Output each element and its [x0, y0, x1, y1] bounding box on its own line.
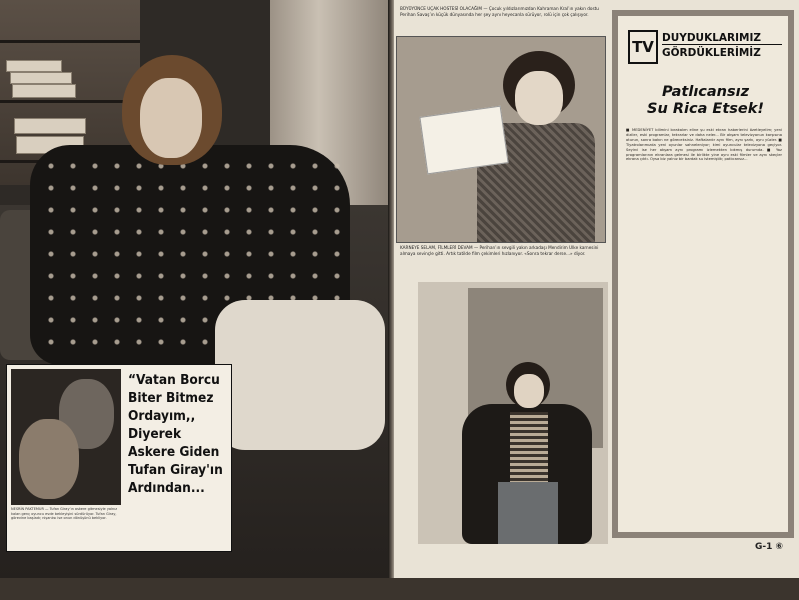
column-title-line1: DUYDUKLARIMIZ: [662, 32, 782, 45]
inset-caption: NESRİN PAKTEMUR — Tufan Giray’ın askere gitmesiyle yalnız kalan genç oyuncu evde bekleyişini sürdürüyor. Tufan Giray, görevine başladı; nişanlısı ise onun dönüşünü bekliyor.: [11, 507, 118, 521]
woman-pants: [215, 300, 385, 450]
tv-column-box: [612, 10, 794, 538]
tv-logo: TV: [628, 30, 658, 64]
page-number: G-1 ⑥: [755, 542, 784, 552]
column-body-text: ■ MEDENİYET bilimini bırakalım eline şu eski ekran haberlerini özetleyelim; yeni diziler, eski programlar, tekrarlar ve daha neler... Bir akşam televizyonun karşısına oturun, sonra bakın ne göreceksiniz. Haftalardır aynı film, aynı şarkı, aynı yüzler. ■ Tiyatrolarımızda yeni oyunlar sahneleniyor; kimi oyuncular televizyona geçiyor. Seyirci ise her akşam aynı programı izlemekten bıkmış durumda. ■ Yaz programlarının ekranlara gelmesi ile birlikte yine aynı eski filmler ve aynı skeçler ekrana çıktı. Oysa biz yalnız bir bardak su istemiştik; patlıcansız...: [626, 128, 782, 162]
inset-woman-face: [19, 419, 79, 499]
woman-face: [140, 78, 202, 158]
diploma-paper: [419, 106, 508, 175]
left-page-photo: [0, 0, 392, 578]
girl-with-diploma-photo: [396, 36, 606, 243]
column-title-line2: GÖRDÜKLERİMİZ: [662, 47, 761, 59]
column-headline-line2: Su Rica Etsek!: [647, 101, 764, 117]
inset-headline: “Vatan Borcu Biter Bitmez Ordayım,, Diyerek Askere Giden Tufan Giray'ın Ardından...: [128, 372, 223, 496]
child-jeans: [498, 482, 558, 544]
column-headline-line1: Patlıcansız: [661, 84, 750, 100]
girl-face: [515, 71, 563, 125]
child-poster-photo: [418, 282, 608, 544]
top-photo-caption: BÜYÜYÜNCE UÇAK HOSTESİ OLACAĞIM — Çocuk yıldızlarımızdan Kahraman Kral’ın yakın dostu Perihan Savaş’ın küçük dünyasında her şey aynı heyecanla sürüyor, rolü için çok çalışıyor.: [400, 6, 599, 17]
inset-photo-box: [6, 364, 232, 552]
inset-couple-photo: [11, 369, 121, 505]
child-face: [514, 374, 544, 408]
middle-photo-caption: KARNEYE SELAM, FİLMLERİ DEVAM — Perihan’ın sevgili yakın arkadaşı Mendirim Ulke karnesini almaya sevinçle gitti. Artık tatilde film çekimleri hızlanıyor. «Sonra tekrar derse...» diyor.: [400, 245, 599, 256]
table-surface: [0, 578, 799, 600]
column-headline: [628, 84, 783, 118]
tv-column-inner: [618, 16, 788, 532]
